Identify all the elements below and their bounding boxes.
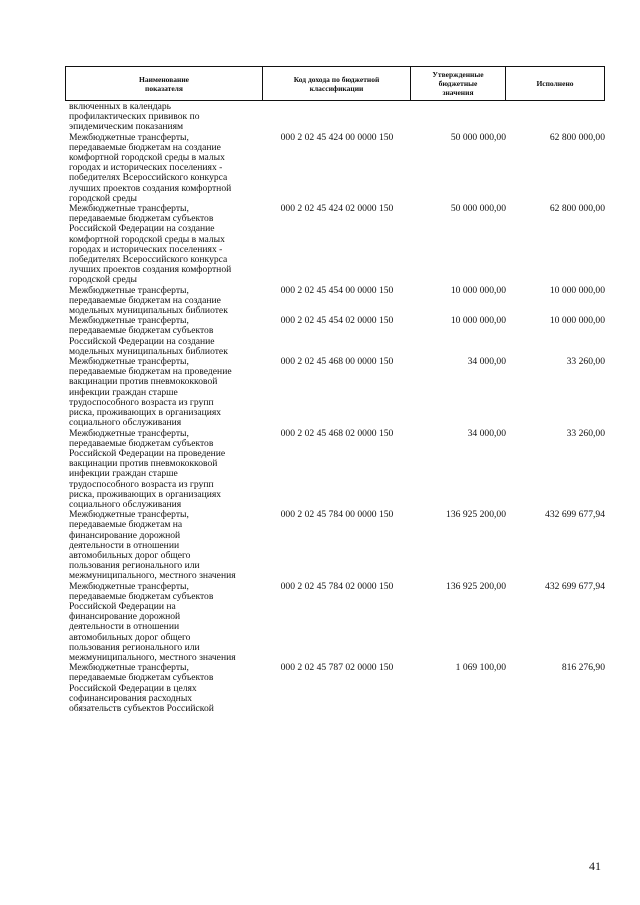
row-executed: 33 260,00 — [566, 427, 605, 439]
row-name: Межбюджетные трансферты, передаваемые бюджетам субъектов Российской Федерации на создание комфортной городской среды в малых городах и исторических поселениях - победителях Всероссийского конкурса лучших проектов создания комфортной городской среды — [69, 203, 232, 286]
row-executed: 432 699 677,94 — [545, 580, 605, 592]
table-row — [69, 286, 605, 317]
row-approved: 34 000,00 — [467, 356, 506, 368]
row-name: Межбюджетные трансферты, передаваемые бюджетам субъектов Российской Федерации на создание модельных муниципальных библиотек — [69, 315, 228, 357]
table-row — [69, 510, 605, 581]
table-row — [69, 582, 605, 664]
row-name: Межбюджетные трансферты, передаваемые бюджетам на финансирование дорожной деятельности в отношении автомобильных дорог общего пользования регионального или межмуниципального, местного значения — [69, 509, 236, 582]
table-row — [69, 663, 605, 714]
row-executed: 33 260,00 — [566, 356, 605, 368]
table-row — [69, 133, 605, 204]
row-code: 000 2 02 45 454 02 0000 150 — [280, 315, 394, 327]
row-code: 000 2 02 45 787 02 0000 150 — [280, 662, 394, 674]
row-approved: 50 000 000,00 — [450, 203, 506, 215]
header-executed: Исполнено — [536, 79, 574, 88]
row-name: включенных в календарь профилактических прививок по эпидемическим показаниям — [69, 101, 200, 133]
row-approved: 1 069 100,00 — [455, 662, 506, 674]
table-row — [69, 357, 605, 428]
row-name: Межбюджетные трансферты, передаваемые бюджетам на создание модельных муниципальных библиотек — [69, 284, 228, 317]
header-name: Наименование показателя — [66, 67, 263, 100]
row-code: 000 2 02 45 424 02 0000 150 — [280, 203, 394, 215]
row-code — [264, 102, 410, 133]
row-name: Межбюджетные трансферты, передаваемые бюджетам субъектов Российской Федерации на финансирование дорожной деятельности в отношении автомобильных дорог общего пользования регионального или межмуниципального, местного значения — [69, 580, 236, 663]
row-name: Межбюджетные трансферты, передаваемые бюджетам субъектов Российской Федерации в целях софинансирования расходных обязательств субъектов Российской — [69, 662, 214, 714]
row-code: 000 2 02 45 784 02 0000 150 — [280, 580, 394, 592]
row-executed: 432 699 677,94 — [545, 509, 605, 521]
table-row — [69, 102, 605, 133]
row-approved — [410, 102, 506, 133]
row-approved: 50 000 000,00 — [450, 131, 506, 143]
row-name: Межбюджетные трансферты, передаваемые бюджетам субъектов Российской Федерации на проведение вакцинации против пневмококковой инфекции граждан старше трудоспособного возраста из групп риска, проживающих в организациях социального обслуживания — [69, 427, 226, 510]
row-approved: 136 925 200,00 — [446, 580, 506, 592]
table-body — [69, 102, 605, 714]
row-approved: 34 000,00 — [467, 427, 506, 439]
row-name: Межбюджетные трансферты, передаваемые бюджетам на проведение вакцинации против пневмококковой инфекции граждан старше трудоспособного возраста из групп риска, проживающих в организациях социального обслуживания — [69, 356, 232, 429]
row-name: Межбюджетные трансферты, передаваемые бюджетам на создание комфортной городской среды в малых городах и исторических поселениях - победителях Всероссийского конкурса лучших проектов создания комфортной городской среды — [69, 131, 232, 204]
row-executed: 62 800 000,00 — [549, 203, 605, 215]
row-approved: 136 925 200,00 — [446, 509, 506, 521]
row-code: 000 2 02 45 468 02 0000 150 — [280, 427, 394, 439]
row-executed: 10 000 000,00 — [549, 315, 605, 327]
header-code: Код дохода по бюджетной классификации — [263, 67, 411, 100]
row-approved: 10 000 000,00 — [450, 315, 506, 327]
table-row — [69, 316, 605, 357]
row-approved: 10 000 000,00 — [450, 284, 506, 296]
row-code: 000 2 02 45 454 00 0000 150 — [280, 284, 394, 296]
table-row — [69, 204, 605, 286]
row-code: 000 2 02 45 468 00 0000 150 — [280, 356, 394, 368]
row-code: 000 2 02 45 424 00 0000 150 — [280, 131, 394, 143]
row-executed: 10 000 000,00 — [549, 284, 605, 296]
row-executed — [506, 102, 605, 133]
row-executed: 816 276,90 — [561, 662, 605, 674]
table-header — [65, 66, 605, 101]
table-row — [69, 429, 605, 511]
page-number: 41 — [589, 859, 601, 873]
row-code: 000 2 02 45 784 00 0000 150 — [280, 509, 394, 521]
header-approved: Утвержденные бюджетные значения — [411, 67, 506, 100]
row-executed: 62 800 000,00 — [549, 131, 605, 143]
